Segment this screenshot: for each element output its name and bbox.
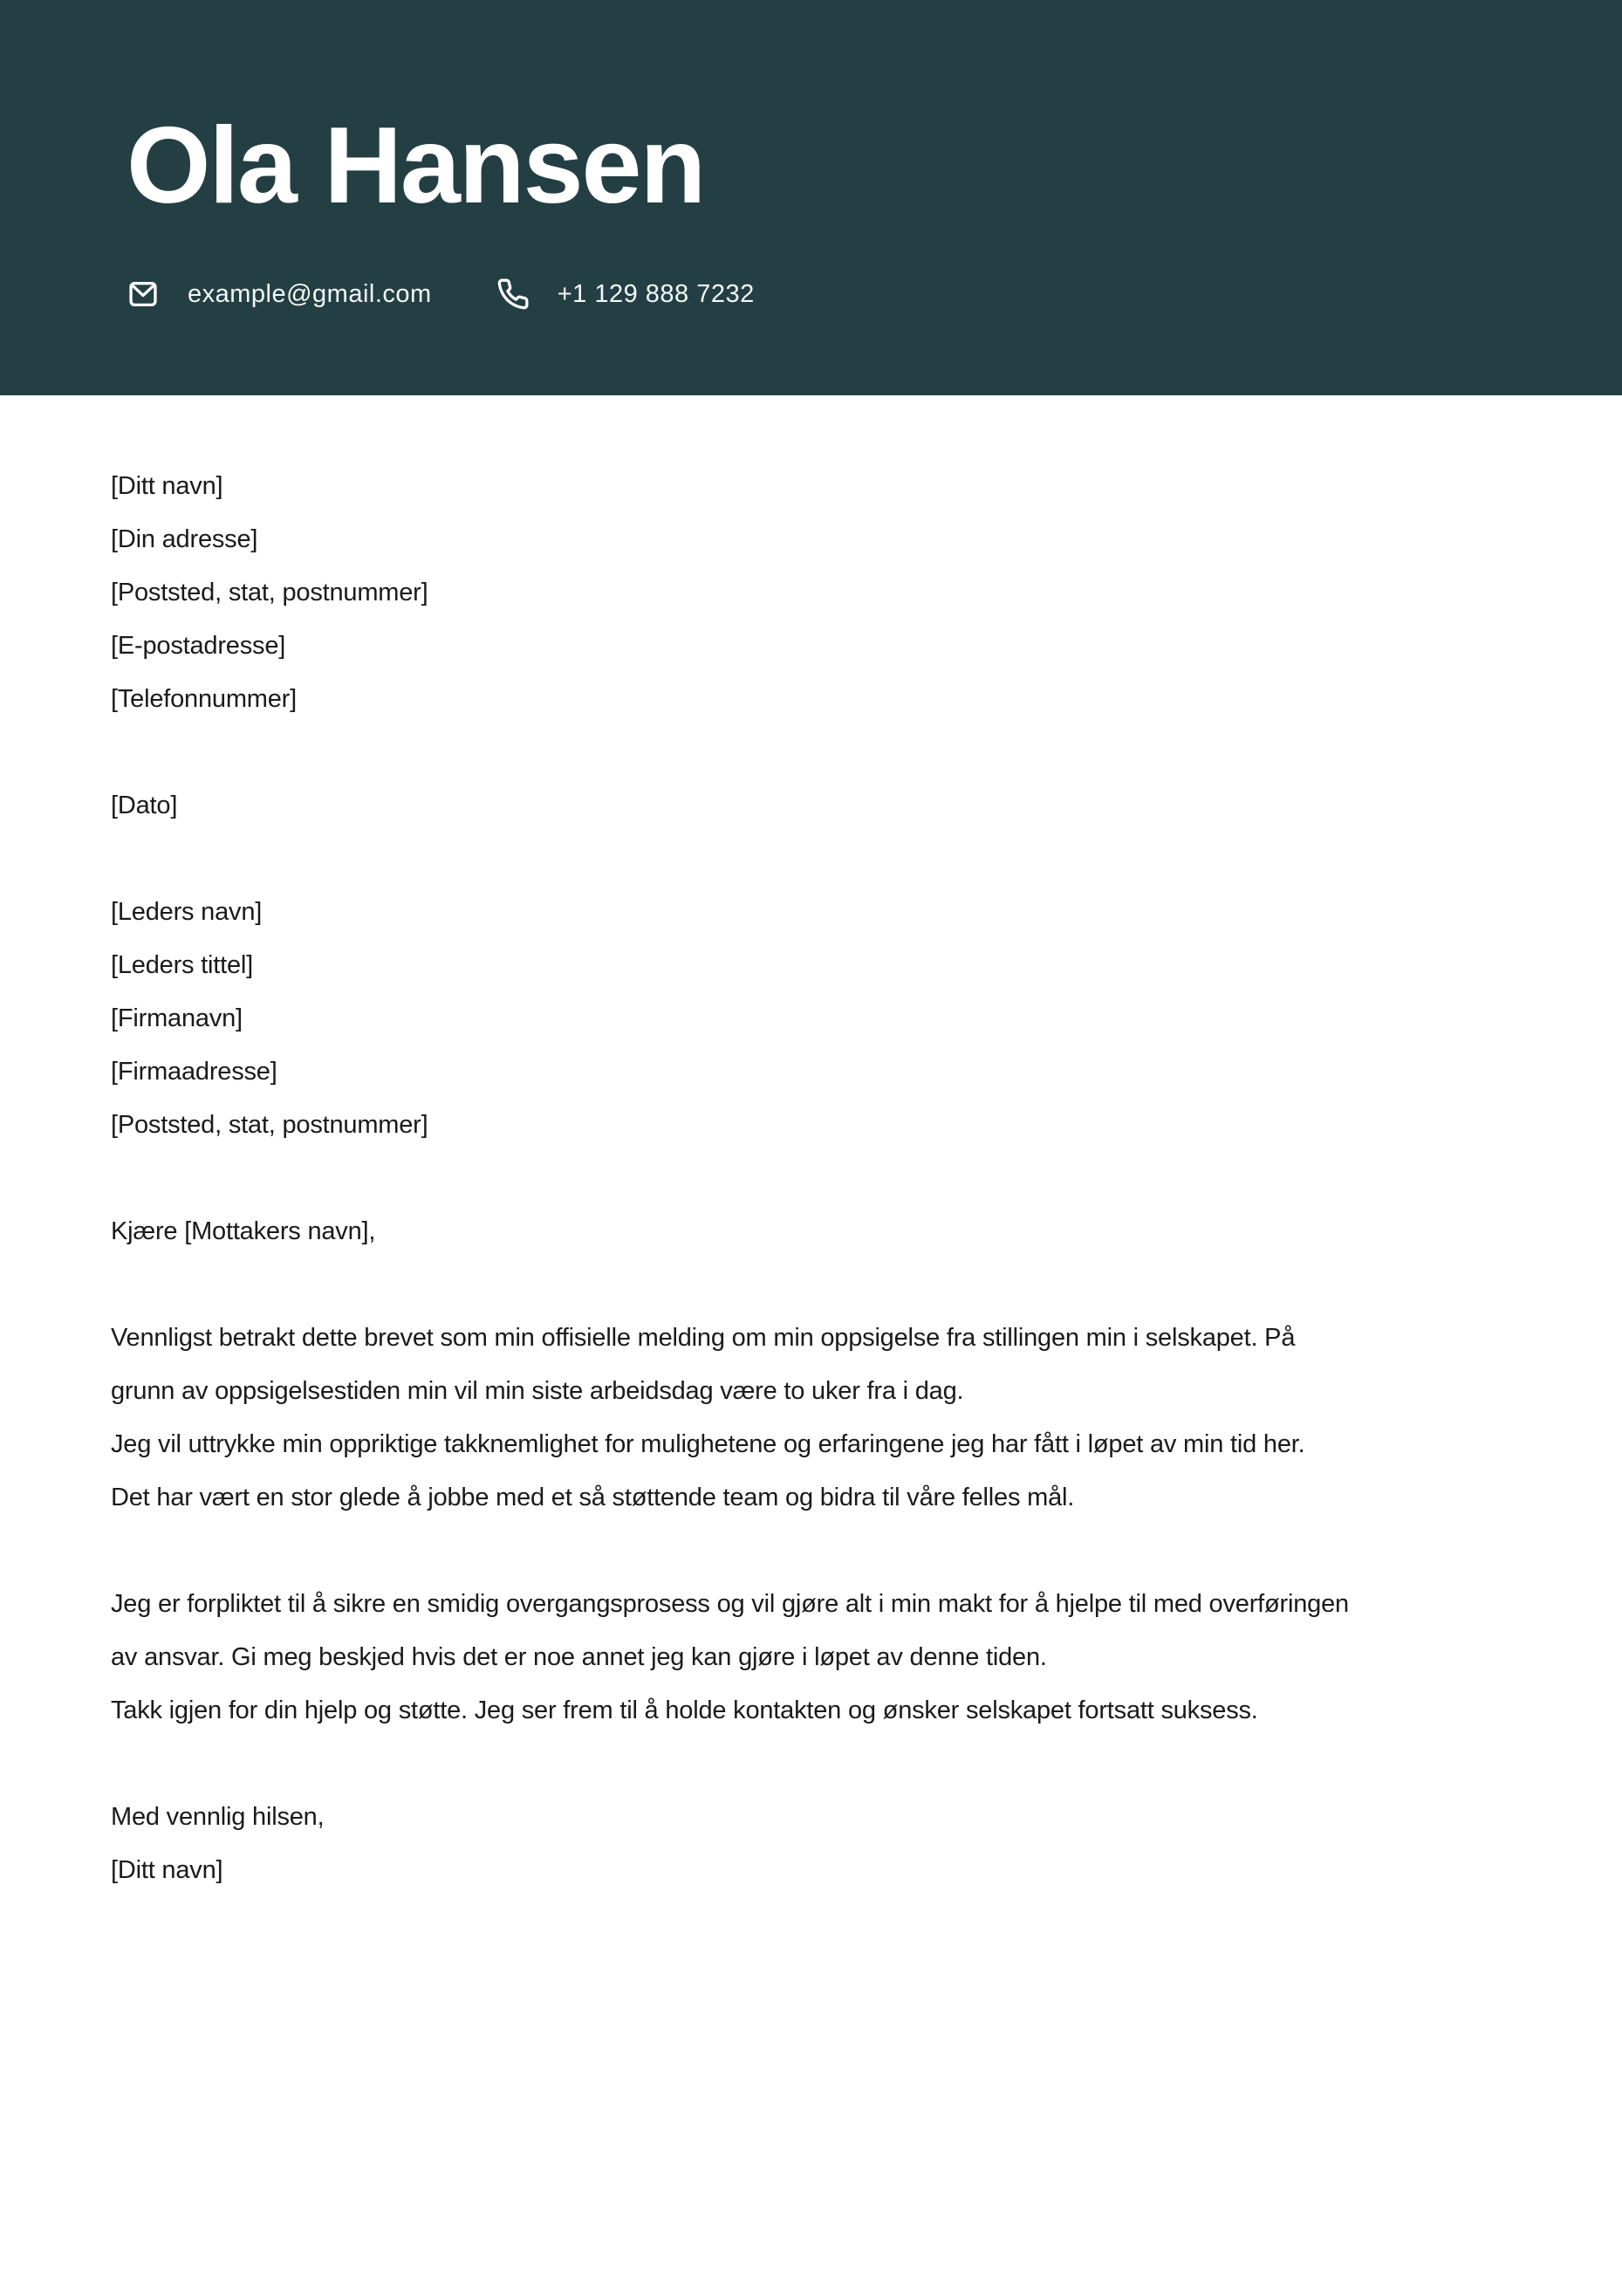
recipient-address-block: [111, 886, 1511, 1152]
text-line: [Din adresse]: [111, 525, 258, 553]
contact-email: [127, 278, 432, 311]
greeting-block: [111, 1205, 1511, 1258]
text-line: Takk igjen for din hjelp og støtte. Jeg ser frem til å holde kontakten og ønsker selskapet fortsatt suksess.: [111, 1696, 1258, 1724]
text-line: [Poststed, stat, postnummer]: [111, 579, 428, 607]
contact-phone: [496, 278, 755, 311]
text-line: [Leders tittel]: [111, 951, 254, 979]
letter-body: [0, 395, 1622, 1897]
text-line: grunn av oppsigelsestiden min vil min siste arbeidsdag være to uker fra i dag.: [111, 1377, 964, 1405]
date-block: [111, 779, 1511, 833]
text-line: [E-postadresse]: [111, 632, 286, 660]
text-line: Jeg vil uttrykke min oppriktige takknemlighet for mulighetene og erfaringene jeg har fått i løpet av min tid her.: [111, 1430, 1305, 1458]
text-line: [Poststed, stat, postnummer]: [111, 1111, 428, 1139]
greeting-text: Kjære [Mottakers navn],: [111, 1217, 376, 1245]
text-line: av ansvar. Gi meg beskjed hvis det er noe annet jeg kan gjøre i løpet av denne tiden.: [111, 1643, 1047, 1671]
phone-handset-icon: [496, 278, 530, 311]
phone-text: +1 129 888 7232: [557, 279, 755, 308]
contact-row: [127, 278, 1495, 311]
text-line: Det har vært en stor glede å jobbe med et så støttende team og bidra til våre felles mål.: [111, 1484, 1075, 1511]
envelope-icon: [127, 278, 160, 311]
closing-block: [111, 1791, 1511, 1897]
text-line: [Leders navn]: [111, 898, 263, 926]
text-line: Jeg er forpliktet til å sikre en smidig overgangsprosess og vil gjøre alt i min makt for å hjelpe til med overføringen: [111, 1590, 1349, 1618]
sender-address-block: [111, 460, 1511, 726]
text-line: [Telefonnummer]: [111, 685, 297, 713]
person-name: Ola Hansen: [127, 106, 705, 226]
paragraph-1: [111, 1312, 1511, 1525]
paragraph-2: [111, 1578, 1511, 1737]
text-line: [Firmanavn]: [111, 1004, 243, 1032]
text-line: Med vennlig hilsen,: [111, 1803, 325, 1831]
text-line: [Dato]: [111, 792, 178, 819]
text-line: [Ditt navn]: [111, 1856, 223, 1884]
text-line: [Ditt navn]: [111, 472, 223, 500]
email-text: example@gmail.com: [188, 279, 432, 308]
letter-header: [0, 0, 1622, 395]
text-line: Vennligst betrakt dette brevet som min offisielle melding om min oppsigelse fra stillingen min i selskapet. På: [111, 1324, 1296, 1352]
text-line: [Firmaadresse]: [111, 1058, 277, 1086]
